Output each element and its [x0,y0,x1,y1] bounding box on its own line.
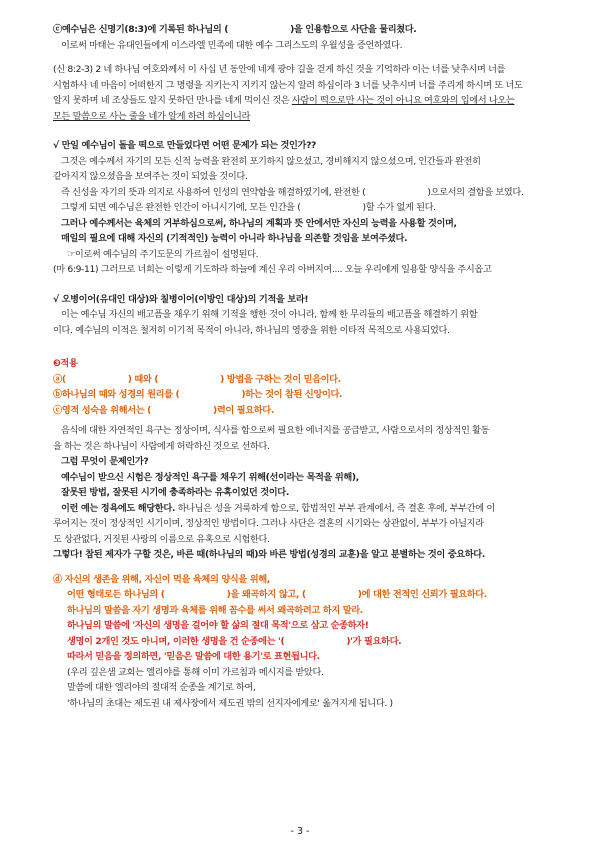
bold-line: 예수님이 받으신 시험은 정상적인 욕구를 채우기 위해(선이라는 목적을 위해), [61,471,359,483]
body-line: 이다. 예수님의 이적은 철저히 이기적 목적이 아니라, 하나님의 영광을 위한 이타적 목적으로 사용되었다. [53,324,450,336]
scripture-quote [53,109,550,125]
scripture-quote: 알지 못하며 네 조상들도 알지 못하던 만나를 네게 먹이신 것은 사람이 떡으로만 사는 것이 아니요 여호와의 입에서 나오는 [53,95,515,106]
application-line: 따라서 믿음을 정의하면, '믿음은 말씀에 대한 용기'로 표현됩니다. [67,651,320,662]
section1-line: 이로써 마태는 유대인들에게 이스라엘 민족에 대한 예수 그리스도의 우월성을 증언하였다. [61,39,403,51]
body-line: ☞이로써 예수님의 주기도문의 가르침이 설명된다. [67,248,259,260]
application-item-a: ⓐ( ) 때와 ( ) 방법을 구하는 것이 믿음이다. [53,373,341,385]
application-item-b: ⓑ하나님의 때와 성경의 원리를 ( )하는 것이 참된 신앙이다. [53,389,343,400]
bold-line: 그럼 무엇이 문제인가? [61,456,149,467]
scripture-quote: (마 6:9-11) 그러므로 너희는 이렇게 기도하라 하늘에 계신 우리 아버지여.... 오늘 우리에게 일용할 양식을 주시옵고 [53,264,492,275]
body-line: 이런 예는 정욕에도 해당한다. 하나님은 성을 거룩하게 함으로, 합법적인 부부 관계에서, 즉 결혼 후에, 부부간에 이 [61,502,495,514]
body-line: 을 하는 것은 하나님이 사람에게 허락하신 것으로 선하다. [53,440,270,452]
body-line: 루어지는 것이 정상적인 시기이며, 정상적인 방법이다. 그러나 사단은 결혼의 시기와는 상관없이, 부부가 아닐지라 [53,518,484,529]
body-line: 즉 신성을 자기의 뜻과 의지로 사용하여 인성의 연약함을 해결하였기에, 완전한 ( )으로서의 결함을 보였다. [61,186,524,198]
body-line: 그것은 예수께서 자기의 모든 신적 능력을 완전히 포기하지 않으셨고, 경비해지지 않으셨으며, 인간들과 완전히 [61,155,481,167]
page-number: - 3 - [290,826,310,837]
bold-line: 매일의 필요에 대해 자신의 (기적적인) 능력이 아니라 하나님을 의존할 것임을 보여주셨다. [61,233,408,244]
body-line: 음식에 대한 자연적인 욕구는 정상이며, 식사를 함으로써 필요한 에너지를 공급받고, 사람으로서의 정상적인 활동 [61,425,490,436]
scripture-quote: (신 8:2-3) 2 네 하나님 여호와께서 이 사십 년 동안에 네게 광야 길을 걷게 하신 것을 기억하라 이는 너를 낮추시며 너를 [53,64,506,75]
application-item-c: ⓒ영적 성숙을 위해서는 ( )력이 필요하다. [53,404,274,416]
underlined-text: 모든 말씀으로 사는 줄을 네가 알게 하려 하심이니라 [53,110,251,122]
body-line: 말씀에 대한 엘리야의 절대적 순종을 계기로 하여, [67,682,256,693]
underlined-text: 사람이 떡으로만 사는 것이 아니요 여호와의 입에서 나오는 [291,95,515,106]
body-line: (우리 깊은샘 교회는 엘리야를 통해 이미 가르침과 메시지를 받았다. [67,666,324,678]
scripture-quote: 시험하사 네 마음이 어떠한지 그 명령을 지키는지 지키지 않는지 알려 하심이라 3 너를 낮추시며 너를 주리게 하시며 또 너도 [53,79,523,91]
body-line: 이는 예수님 자신의 배고픔을 채우기 위해 기적을 행한 것이 아니라, 함께 한 무리들의 배고픔을 해결하기 위함 [61,309,478,320]
body-line: 그렇게 되면 예수님은 완전한 인간이 아니시기에, 모든 인간을 ( )할 수가 없게 된다. [61,202,436,213]
bold-line: 그렇다! 참된 제자가 구할 것은, 바른 때(하나님의 때)와 바른 방법(성경의 교훈)을 알고 분별하는 것이 중요하다. [53,549,485,560]
application-line: 생명이 2개인 것도 아니며, 이러한 생명을 건 순종에는 '( )'가 필요하다. [67,635,402,647]
application-line: 어떤 형태로든 하나님의 ( )을 왜곡하지 않고, ( )에 대한 전적인 신뢰가 필요하다. [67,589,487,600]
application-line: 하나님의 말씀을 자기 생명과 육체를 위해 꼼수를 써서 왜곡하려고 하지 말라. [67,604,363,616]
bold-line: 잘못된 방법, 잘못된 시기에 충족하라는 유혹이었던 것이다. [61,487,289,498]
application-item-d: ⓓ 자신의 생존을 위해, 자신이 먹을 육체의 양식을 위해, [53,573,270,585]
application-line: 하나님의 말씀에 '자신의 생명을 걸어야 할 삶의 절대 목적'으로 삼고 순종하자! [67,620,369,631]
application-heading: ❸적용 [53,358,78,369]
body-line: 도 상관없다, 거짓된 사랑의 이름으로 유혹으로 시험한다. [53,533,270,545]
body-line: 같아지지 않으셨음을 보여주는 것이 되었을 것이다. [53,171,248,182]
section1-heading: ⓒ예수님은 신명기(8:3)에 기록된 하나님의 ( )을 인용함으로 사단을 물리쳤다. [53,24,417,35]
section3-heading: √ 오병이어(유대인 대상)와 칠병이어(이방인 대상)의 기적을 보라! [53,293,309,305]
bold-line: 그러나 예수께서는 육체의 거부하심으로써, 하나님의 계획과 뜻 안에서만 자신의 능력을 사용할 것이며, [61,217,457,229]
body-line: '하나님의 초대는 제도권 내 제사장에서 제도권 밖의 선지자에게로' 옮겨지게 됩니다. ) [67,697,393,709]
section2-heading: √ 만일 예수님이 돌을 떡으로 만들었다면 어떤 문제가 되는 것인가?? [53,140,317,151]
document-page [53,22,550,711]
